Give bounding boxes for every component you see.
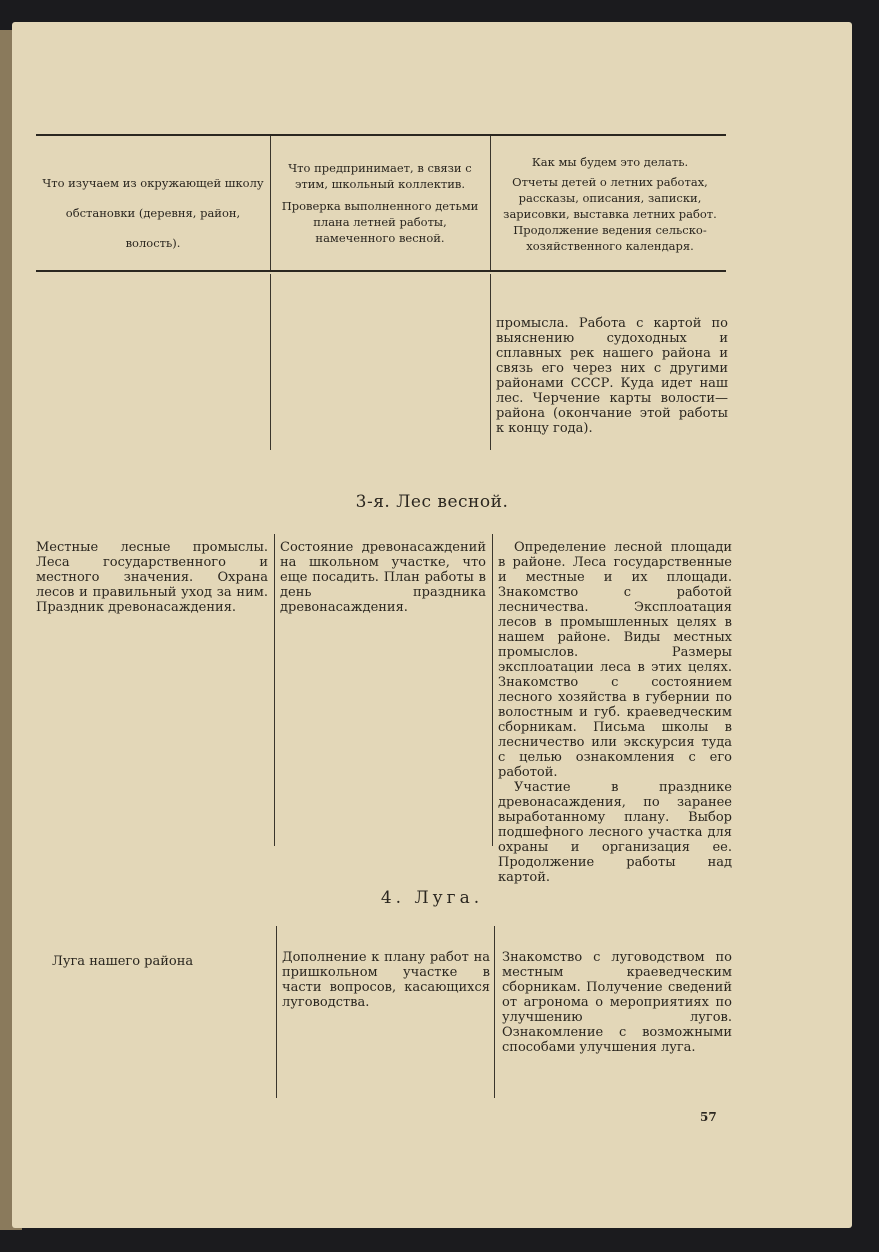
block1-divider-2 — [490, 274, 491, 450]
section4-col1-text — [52, 954, 264, 969]
section3-divider-2 — [492, 534, 493, 846]
header-divider-1 — [270, 136, 271, 270]
section3-col3-text — [498, 540, 732, 885]
section3-col1-content: Местные лесные промыслы. Леса государственного и местного значения. Охрана лесов и правильный уход за ним. Праздник древонасаждения. — [36, 540, 268, 615]
header-top-rule — [36, 134, 726, 136]
section4-col3-text — [502, 950, 732, 1055]
section4-col3-content: Знакомство с луговодством по местным краеведческим сборникам. Получение сведений от агронома о мероприятиях по улучшению лугов. Ознакомление с возможными способами улучшения луга. — [502, 950, 732, 1055]
book-page — [12, 22, 852, 1228]
header-col-what-we-study — [42, 168, 264, 258]
section3-col2-text — [280, 540, 486, 615]
block1-col3-text — [496, 316, 728, 436]
block1-divider-1 — [270, 274, 271, 450]
section3-col2-content: Состояние древонасаждений на школьном участке, что еще посадить. План работы в день праздника древонасаждения. — [280, 540, 486, 615]
section3-col3-para-a: Определение лесной площади в районе. Леса государственные и местные и их площади. Знакомство с работой лесничества. Эксплоатация лесов в промышленных целях в нашем районе. Виды местных промыслов. Размеры эксплоатации леса в этих целях. Знакомство с состоянием лесного хозяйства в губернии по волостным и губ. краеведческим сборникам. Письма школы в лесничество или экскурсия туда с целью ознакомления с его работой. — [498, 540, 732, 780]
section4-col2-text — [282, 950, 490, 1010]
section4-divider-1 — [276, 926, 277, 1098]
header-col-how-we-do-it — [494, 154, 726, 254]
section-4-title: 4. Луга. — [380, 888, 484, 908]
header-divider-2 — [490, 136, 491, 270]
page-number: 57 — [700, 1110, 717, 1124]
section-3-title: 3-я. Лес весной. — [355, 492, 509, 512]
section3-col3-para-b: Участие в празднике древонасаждения, по заранее выработанному плану. Выбор подшефного лесного участка для охраны и организация ее. Продолжение работы над картой. — [498, 780, 732, 885]
section4-col2-content: Дополнение к плану работ на пришкольном участке в части вопросов, касающихся луговодства. — [282, 950, 490, 1010]
header-col3-text-a: Как мы будем это делать. — [531, 155, 689, 169]
section4-col1-content: Луга нашего района — [52, 954, 194, 969]
block1-col3-content: промысла. Работа с картой по выяснению судоходных и сплавных рек нашего района и связь его через них с другими районами СССР. Куда идет наш лес. Черчение карты волости—района (окончание этой работы к концу года). — [496, 316, 728, 436]
header-col2-text-a: Что предпринимает, в связи с этим, школьный коллектив. — [288, 161, 472, 191]
section3-divider-1 — [274, 534, 275, 846]
section3-col1-text — [36, 540, 268, 615]
header-col2-text-b: Проверка выполненного детьми плана летней работы, намеченного весной. — [281, 199, 479, 245]
section4-divider-2 — [494, 926, 495, 1098]
header-col3-text-b: Отчеты детей о летних работах, рассказы, описания, записки, зарисовки, выставка летних работ. Продолжение ведения сельско-хозяйственного календаря. — [503, 175, 717, 253]
header-col1-text: Что изучаем из окружающей школу обстановки (деревня, район, волость). — [42, 176, 264, 250]
header-bottom-rule — [36, 270, 726, 272]
header-col-what-school-does — [274, 160, 486, 246]
